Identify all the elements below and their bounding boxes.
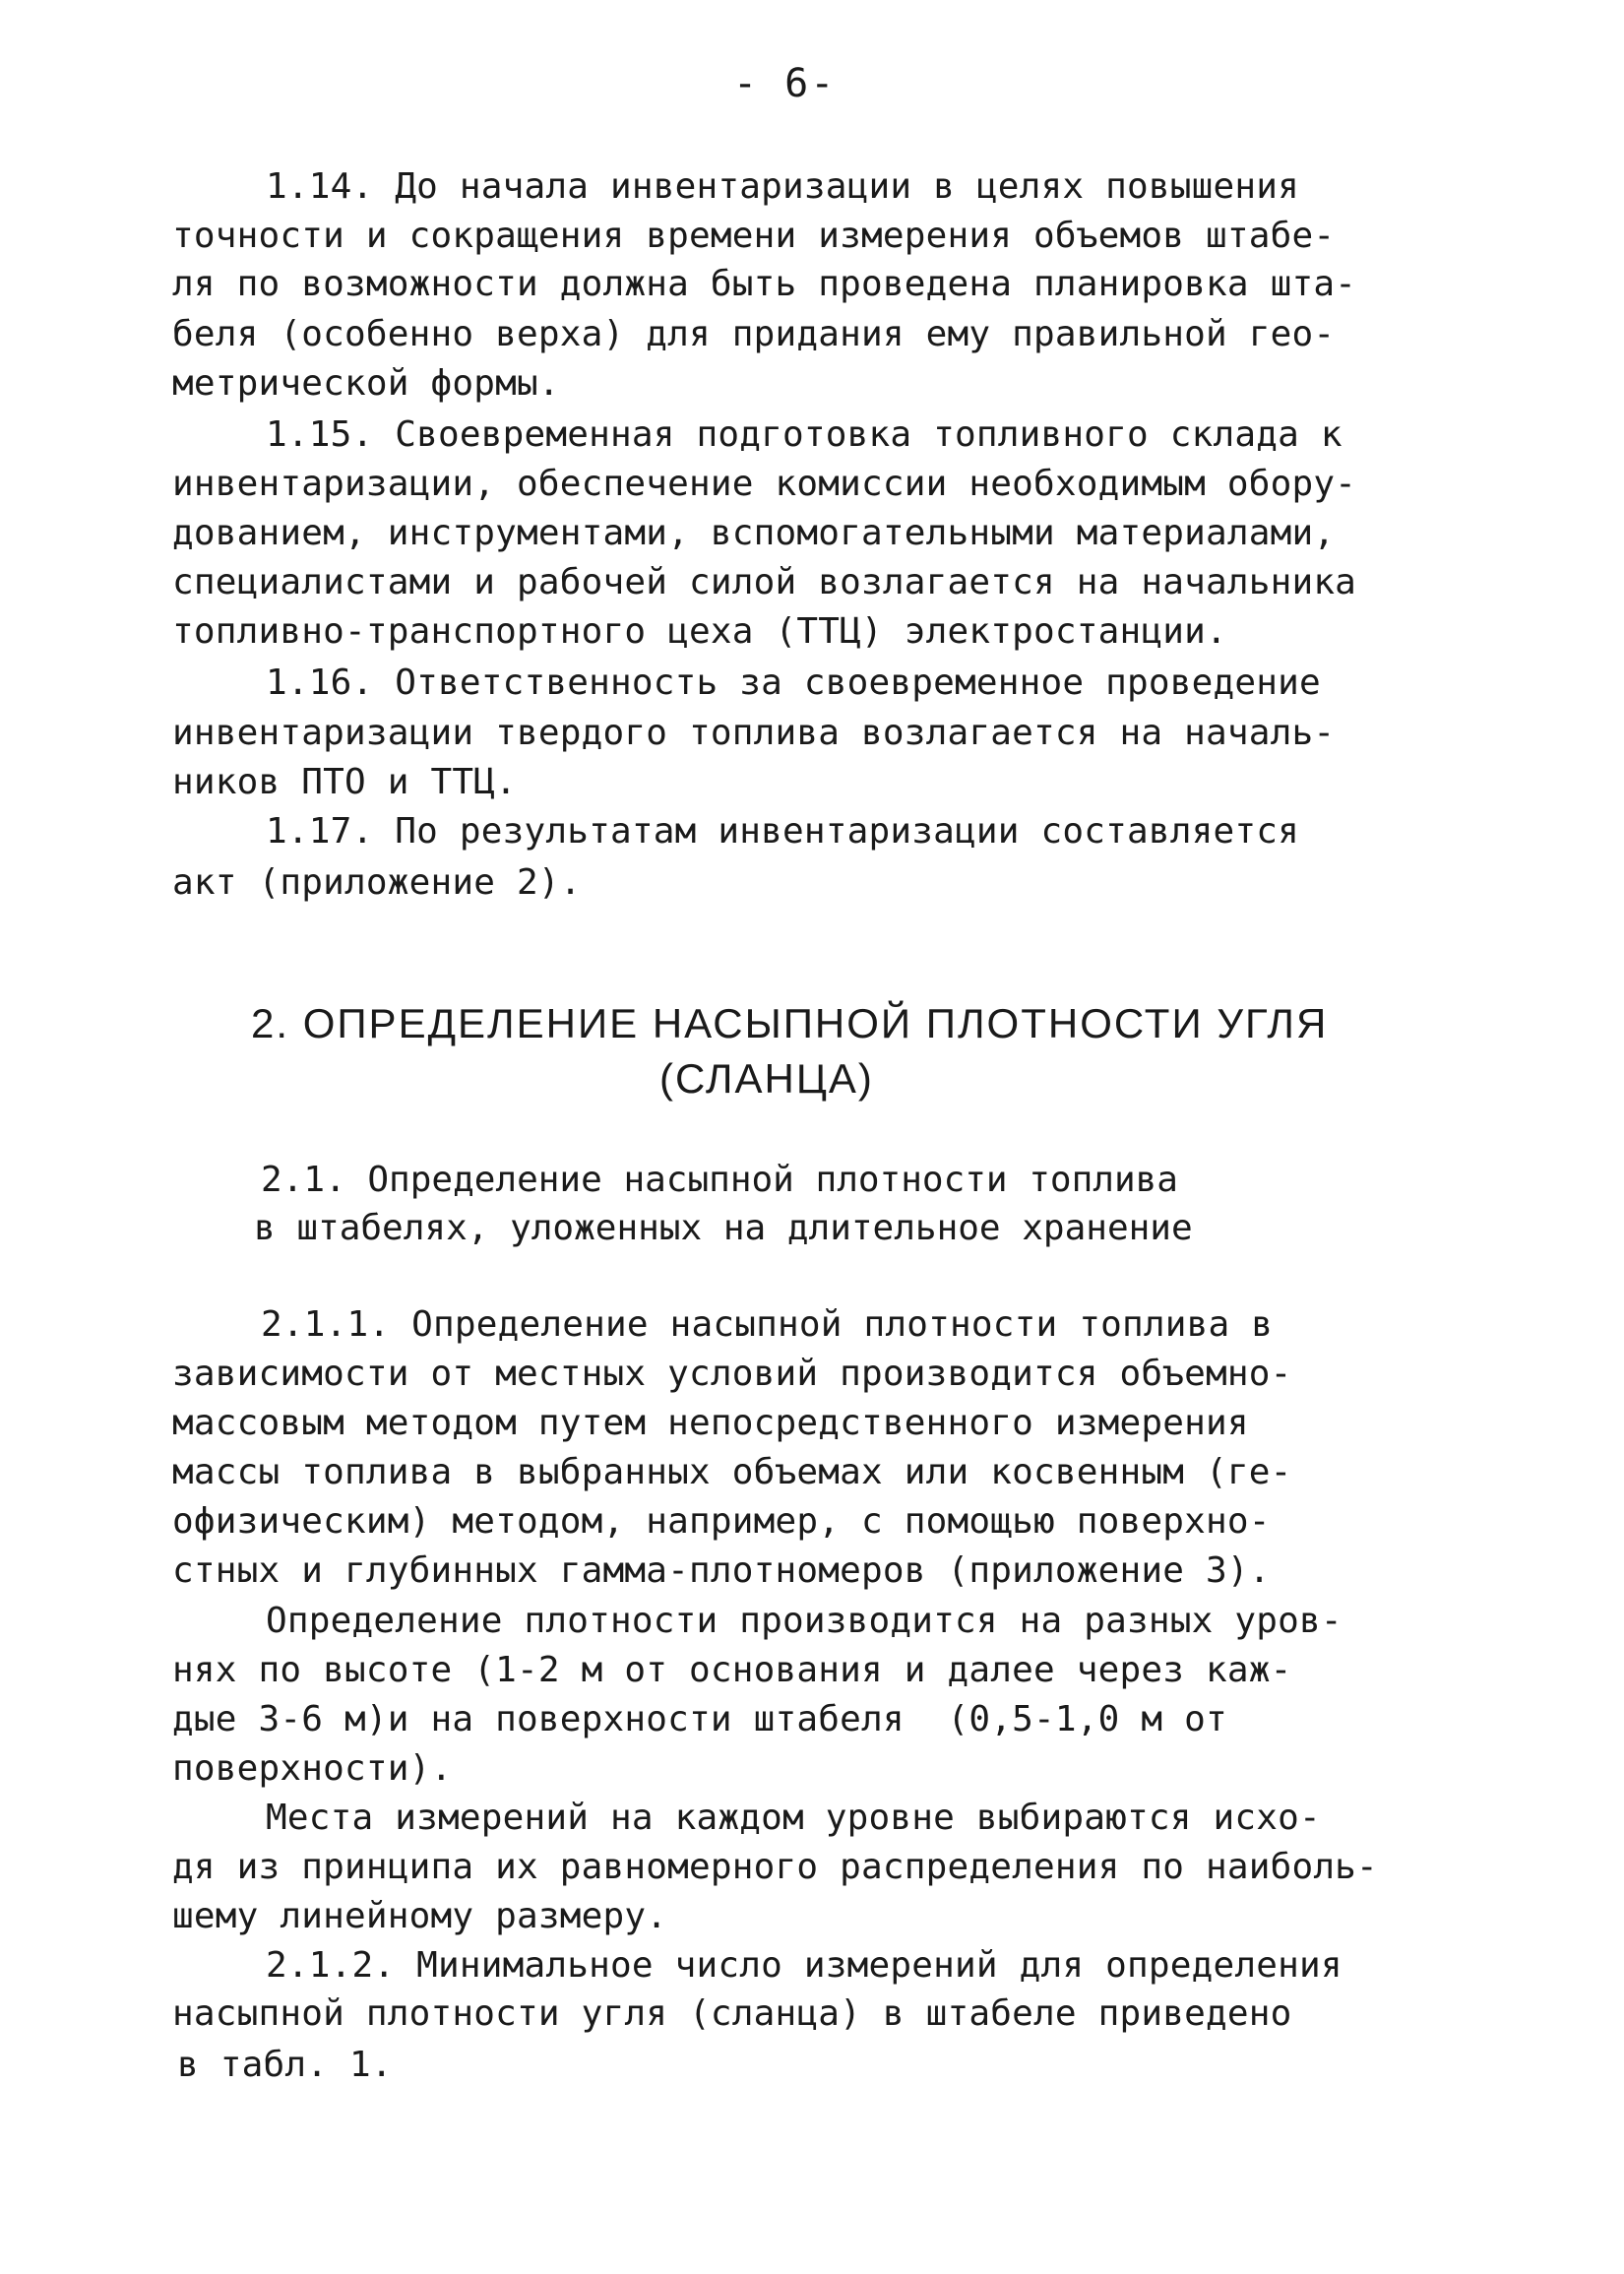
page-number: - 6- [733,61,837,106]
text-line: топливно-транспортного цеха (ТТЦ) электростанции. [172,611,1227,652]
text-line: поверхности). [172,1748,453,1789]
text-line: Определение плотности производится на разных уров- [266,1601,1343,1641]
text-line: ля по возможности должна быть проведена планировка шта- [172,264,1357,304]
text-line: акт (приложение 2). [172,862,582,903]
text-line: стных и глубинных гамма-плотномеров (приложение 3). [172,1550,1271,1591]
text-line: беля (особенно верха) для придания ему правильной гео- [172,314,1336,354]
text-line: дые 3-6 м)и на поверхности штабеля (0,5-1,0 м от [172,1699,1227,1739]
text-line: ников ПТО и ТТЦ. [172,762,517,802]
subsection-title: 2.1. Определение насыпной плотности топлива [261,1160,1178,1200]
text-line: дя из принципа их равномерного распределения по наиболь- [172,1847,1378,1887]
text-line: дованием, инструментами, вспомогательными материалами, [172,513,1336,553]
section-title: (СЛАНЦА) [659,1055,874,1102]
text-line: массовым методом путем непосредственного измерения [172,1403,1249,1443]
text-line: инвентаризации твердого топлива возлагается на началь- [172,713,1336,753]
text-line: 1.15. Своевременная подготовка топливного склада к [266,414,1343,455]
text-line: 2.1.2. Минимальное число измерений для определения [266,1945,1343,1986]
text-line: шему линейному размеру. [172,1896,668,1936]
text-line: Места измерений на каждом уровне выбираются исхо- [266,1798,1321,1838]
text-line: зависимости от местных условий производится объемно- [172,1354,1292,1394]
text-line: 1.14. До начала инвентаризации в целях повышения [266,166,1299,207]
text-line: насыпной плотности угля (сланца) в штабеле приведено [172,1993,1292,2034]
section-title: 2. ОПРЕДЕЛЕНИЕ НАСЫПНОЙ ПЛОТНОСТИ УГЛЯ [251,1000,1329,1046]
subsection-title: в штабелях, уложенных на длительное хранение [254,1208,1193,1248]
text-line: в табл. 1. [177,2045,393,2085]
text-line: метрической формы. [172,363,560,404]
text-line: нях по высоте (1-2 м от основания и далее через каж- [172,1650,1292,1690]
text-line: точности и сокращения времени измерения объемов штабе- [172,216,1336,256]
text-line: офизическим) методом, например, с помощью поверхно- [172,1501,1271,1542]
text-line: 2.1.1. Определение насыпной плотности топлива в [261,1304,1274,1345]
text-line: 1.17. По результатам инвентаризации составляется [266,811,1299,852]
text-line: 1.16. Ответственность за своевременное проведение [266,663,1321,703]
text-line: инвентаризации, обеспечение комиссии необходимым обору- [172,464,1357,504]
text-line: специалистами и рабочей силой возлагается на начальника [172,562,1357,602]
text-line: массы топлива в выбранных объемах или косвенным (ге- [172,1452,1292,1492]
